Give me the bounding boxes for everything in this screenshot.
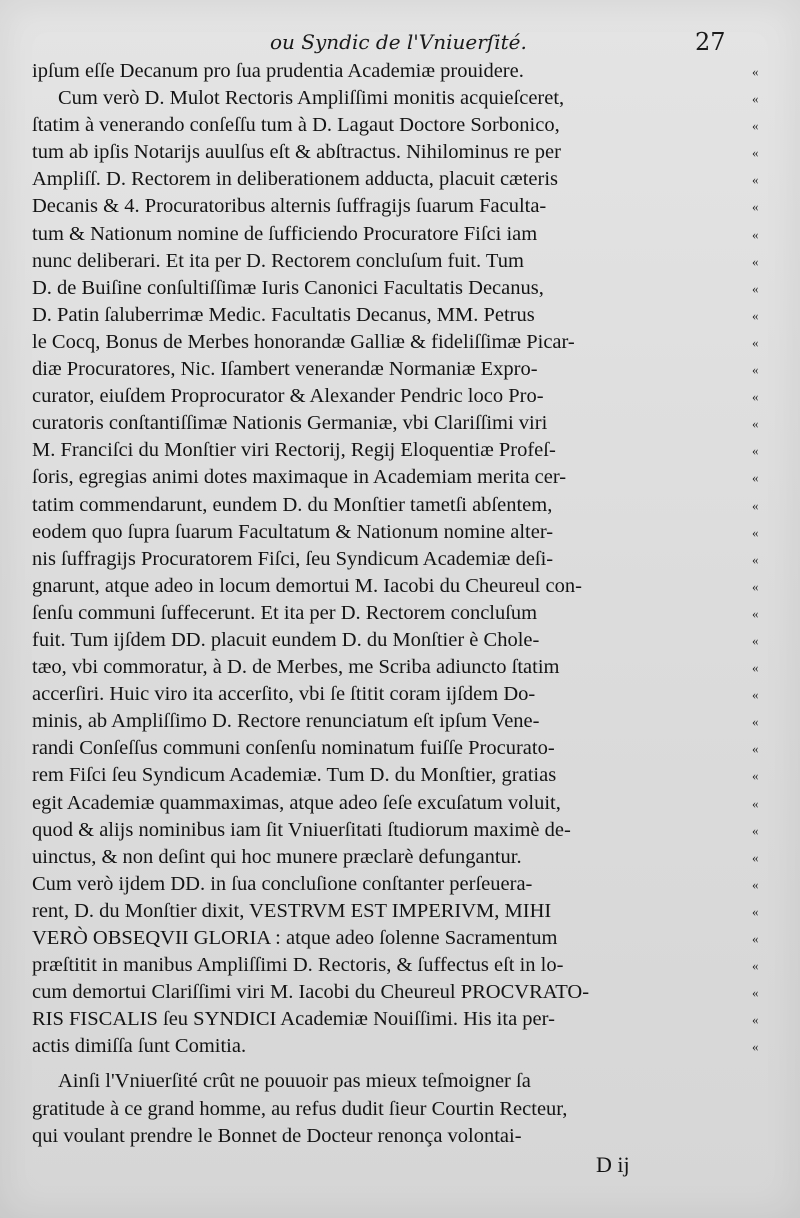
signature-mark: D ij (596, 1152, 630, 1177)
line-text: uinctus, & non deſint qui hoc munere præclarè defungantur. (32, 845, 522, 868)
text-line (32, 546, 759, 573)
text-line (32, 654, 759, 681)
line-text: præſtitit in manibus Ampliſſimi D. Rectoris, & ſuffectus eſt in lo- (32, 954, 564, 977)
line-text: quod & alijs nominibus iam ſit Vniuerſitati ſtudiorum maximè de- (32, 818, 571, 841)
quotation-mark: « (752, 172, 759, 188)
text-line (32, 248, 759, 275)
text-line (32, 871, 759, 898)
line-text: rem Fiſci ſeu Syndicum Academiæ. Tum D. du Monſtier, gratias (32, 764, 557, 787)
line-text: Ainſi l'Vniuerſité crût ne pouuoir pas mieux teſmoigner ſa (58, 1070, 531, 1093)
text-line (32, 1096, 742, 1123)
line-text: qui voulant prendre le Bonnet de Docteur renonça volontai- (32, 1124, 522, 1147)
quotation-mark: « (752, 795, 759, 811)
line-text: tum & Nationum nomine de ſufficiendo Procuratore Fiſci iam (32, 222, 538, 245)
text-line (32, 573, 759, 600)
quotation-mark: « (752, 307, 759, 323)
quotation-mark: « (752, 64, 759, 79)
text-line (32, 1068, 742, 1095)
text-line (32, 464, 759, 491)
quotation-mark: « (752, 822, 759, 838)
quotation-mark: « (752, 985, 759, 1001)
text-line (32, 519, 759, 546)
text-line (32, 979, 759, 1006)
running-title: ou Syndic de l'Vniuerſité. (270, 30, 527, 54)
text-line (32, 627, 759, 654)
quotation-mark: « (752, 524, 759, 540)
line-text: gnarunt, atque adeo in locum demortui M. Iacobi du Cheureul con- (32, 574, 582, 597)
text-line (32, 112, 759, 139)
line-text: fuit. Tum ijſdem DD. placuit eundem D. du Monſtier è Chole- (32, 628, 540, 651)
line-text: VERÒ OBSEQVII GLORIA : atque adeo ſolenne Sacramentum (32, 927, 558, 949)
line-text: M. Franciſci du Monſtier viri Rectorij, Regij Eloquentiæ Profeſ- (32, 439, 556, 462)
quotation-mark: « (752, 199, 759, 215)
line-text: actis dimiſſa ſunt Comitia. (32, 1035, 247, 1058)
text-line (32, 898, 759, 925)
quotation-mark: « (752, 605, 759, 621)
text-line (32, 221, 759, 248)
text-line (32, 817, 759, 844)
quotation-mark: « (752, 958, 759, 974)
quotation-mark: « (752, 849, 759, 865)
line-text: Cum verò D. Mulot Rectoris Ampliſſimi monitis acquieſceret, (58, 87, 565, 110)
quotation-mark: « (752, 145, 759, 161)
line-text: rent, D. du Monſtier dixit, VESTRVM EST IMPERIVM, MIHI (32, 899, 552, 922)
line-text: accerſiri. Huic viro ita accerſito, vbi ſe ſtitit coram ijſdem Do- (32, 683, 536, 706)
quotation-mark: « (752, 632, 759, 648)
line-text: ſtatim à venerando conſeſſu tum à D. Lagaut Doctore Sorbonico, (32, 114, 560, 137)
quotation-mark: « (752, 91, 759, 107)
line-text: le Cocq, Bonus de Merbes honorandæ Galliæ & fideliſſimæ Picar- (32, 330, 575, 353)
text-line (32, 681, 759, 708)
line-text: ſoris, egregias animi dotes maximaque in Academiam merita cer- (32, 466, 567, 489)
text-line (32, 193, 759, 220)
line-text: Ampliſſ. D. Rectorem in deliberationem adducta, placuit cæteris (32, 168, 559, 191)
page-number: 27 (695, 28, 726, 56)
text-line (32, 492, 759, 519)
text-line (32, 790, 759, 817)
line-text: eodem quo ſupra ſuarum Facultatum & Nationum nomine alter- (32, 520, 554, 543)
text-line (32, 85, 759, 112)
line-text: D. Patin ſaluberrimæ Medic. Facultatis Decanus, MM. Petrus (32, 303, 535, 326)
text-line (32, 1033, 759, 1060)
text-line (32, 58, 759, 85)
text-line (32, 952, 759, 979)
quotation-mark: « (752, 389, 759, 405)
line-text: RIS FISCALIS ſeu SYNDICI Academiæ Nouiſſimi. His ita per- (32, 1008, 555, 1031)
line-text: tum ab ipſis Notarijs auulſus eſt & abſtractus. Nihilominus re per (32, 141, 561, 164)
text-line (32, 844, 759, 871)
text-line (32, 925, 759, 952)
text-line (32, 166, 759, 193)
quotation-mark: « (752, 768, 759, 784)
line-text: minis, ab Ampliſſimo D. Rectore renunciatum eſt ipſum Vene- (32, 710, 540, 733)
text-line (32, 302, 759, 329)
quotation-mark: « (752, 1012, 759, 1028)
quotation-mark: « (752, 741, 759, 757)
text-line (32, 329, 759, 356)
text-line (32, 383, 759, 410)
line-text: Decanis & 4. Procuratoribus alternis ſuffragijs ſuarum Faculta- (32, 195, 547, 218)
quotation-mark: « (752, 470, 759, 486)
quotation-mark: « (752, 280, 759, 296)
line-text: D. de Buiſine conſultiſſimæ Iuris Canonici Facultatis Decanus, (32, 276, 544, 299)
line-text: Cum verò ijdem DD. in ſua concluſione conſtanter perſeuera- (32, 872, 533, 895)
line-text: gratitude à ce grand homme, au refus dudit ſieur Courtin Recteur, (32, 1097, 568, 1120)
line-text: nunc deliberari. Et ita per D. Rectorem concluſum fuit. Tum (32, 249, 524, 272)
quotation-mark: « (752, 226, 759, 242)
text-line (32, 1006, 759, 1033)
line-text: tatim commendarunt, eundem D. du Monſtier tametſi abſentem, (32, 493, 553, 516)
quotation-mark: « (752, 253, 759, 269)
text-line (32, 708, 759, 735)
quotation-mark: « (752, 118, 759, 134)
body-text (32, 58, 759, 1150)
quotation-mark: « (752, 443, 759, 459)
text-line (32, 275, 759, 302)
quotation-mark: « (752, 903, 759, 919)
text-line (32, 762, 759, 789)
text-line (32, 735, 759, 762)
line-text: curator, eiuſdem Proprocurator & Alexander Pendric loco Pro- (32, 385, 544, 408)
text-line (32, 139, 759, 166)
quotation-mark: « (752, 931, 759, 946)
quotation-mark: « (752, 362, 759, 378)
line-text: curatoris conſtantiſſimæ Nationis Germaniæ, vbi Clariſſimi viri (32, 412, 548, 435)
line-text: cum demortui Clariſſimi viri M. Iacobi du Cheureul PROCVRATO- (32, 981, 590, 1004)
quotation-mark: « (752, 416, 759, 432)
text-line (32, 410, 759, 437)
quotation-mark: « (752, 551, 759, 567)
line-text: randi Conſeſſus communi conſenſu nominatum fuiſſe Procurato- (32, 737, 555, 760)
quotation-mark: « (752, 687, 759, 703)
quotation-mark: « (752, 578, 759, 594)
quotation-mark: « (752, 1039, 759, 1055)
text-line (32, 1123, 742, 1150)
quotation-mark: « (752, 714, 759, 730)
line-text: egit Academiæ quammaximas, atque adeo ſeſe excuſatum voluit, (32, 791, 561, 814)
line-text: nis ſuffragijs Procuratorem Fiſci, ſeu Syndicum Academiæ deſi- (32, 547, 554, 570)
text-line (32, 356, 759, 383)
line-text: diæ Procuratores, Nic. Iſambert venerandæ Normaniæ Expro- (32, 358, 538, 381)
text-line (32, 437, 759, 464)
text-line (32, 600, 759, 627)
line-text: tæo, vbi commoratur, à D. de Merbes, me Scriba adiuncto ſtatim (32, 656, 560, 679)
paragraph-gap (32, 1060, 742, 1068)
quotation-mark: « (752, 334, 759, 350)
quotation-mark: « (752, 876, 759, 892)
line-text: ſenſu communi ſuffecerunt. Et ita per D. Rectorem concluſum (32, 601, 538, 624)
line-text: ipſum eſſe Decanum pro ſua prudentia Academiæ prouidere. (32, 60, 524, 82)
quotation-mark: « (752, 660, 759, 676)
quotation-mark: « (752, 497, 759, 513)
